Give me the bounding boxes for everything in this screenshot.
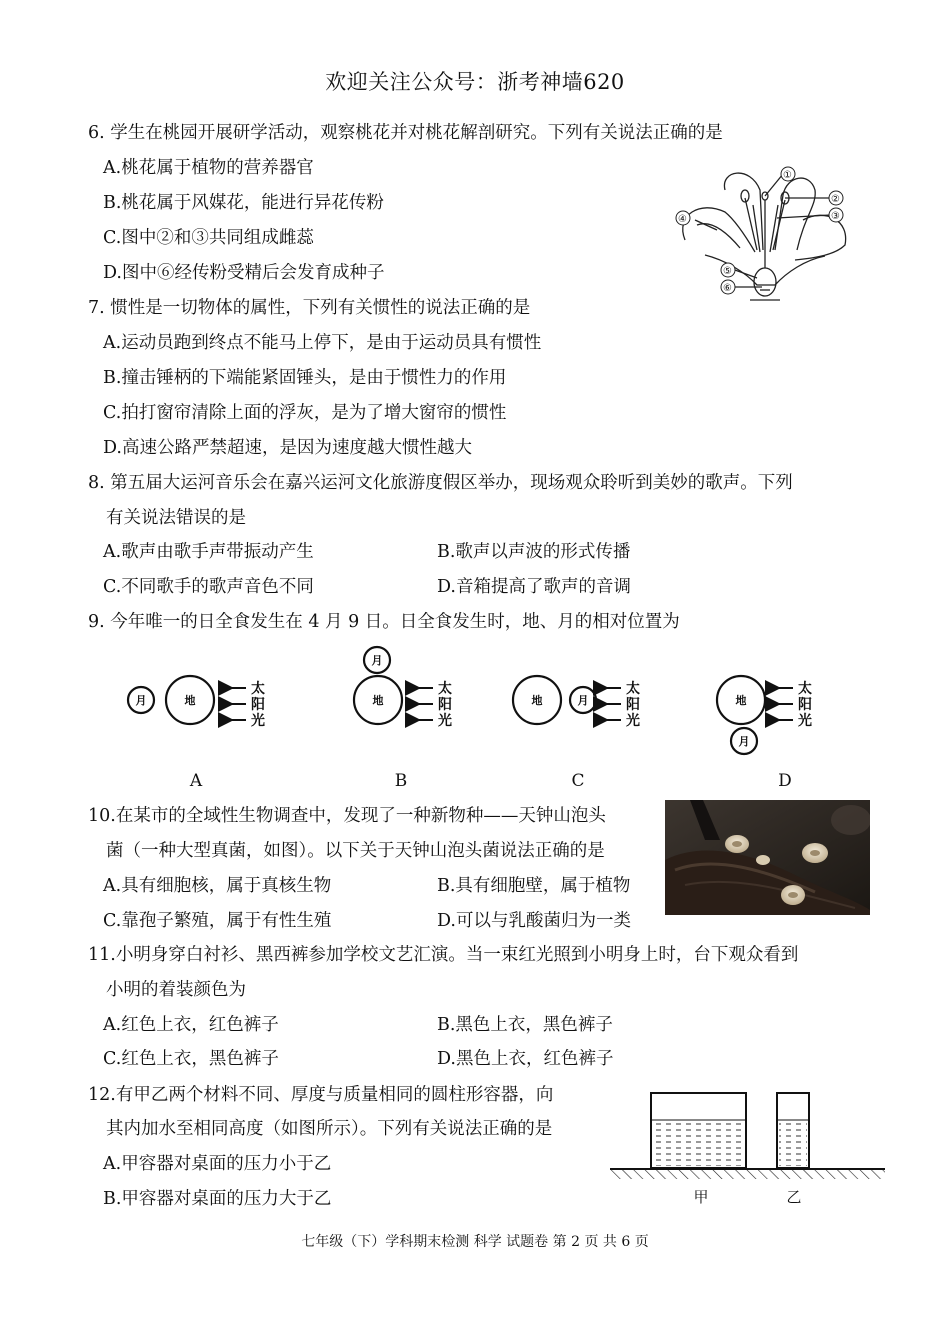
eclipse-position-diagrams (0, 640, 950, 770)
q6-option-a: A.桃花属于植物的营养器官 (103, 158, 314, 178)
q11-stem-line2: 小明的着装颜色为 (106, 980, 246, 1000)
q9-stem: 9. 今年唯一的日全食发生在 4 月 9 日。日全食发生时，地、月的相对位置为 (88, 612, 680, 632)
option-b-sun-1: 太 (438, 681, 452, 697)
q12-option-b: B.甲容器对桌面的压力大于乙 (103, 1189, 332, 1209)
option-d-moon-label: 月 (738, 735, 750, 748)
q11-stem-line1: 11.小明身穿白衬衫、黑西裤参加学校文艺汇演。当一束红光照到小明身上时，台下观众看到 (88, 945, 799, 965)
q6-option-d: D.图中⑥经传粉受精后会发育成种子 (103, 263, 385, 283)
q11-option-c: C.红色上衣，黑色裤子 (103, 1049, 279, 1069)
q9-caption-a: A (189, 771, 203, 791)
q8-option-b: B.歌声以声波的形式传播 (437, 542, 631, 562)
option-c-earth-label: 地 (531, 694, 543, 707)
q8-option-c: C.不同歌手的歌声音色不同 (103, 577, 314, 597)
q7-option-c: C.拍打窗帘清除上面的浮灰，是为了增大窗帘的惯性 (103, 403, 507, 423)
peach-flower-diagram (665, 160, 865, 305)
q7-option-b: B.撞击锤柄的下端能紧固锤头，是由于惯性力的作用 (103, 368, 507, 388)
option-a-sun-3: 光 (251, 713, 265, 729)
label-jia: 甲 (693, 1188, 709, 1206)
flower-label-3: ③ (831, 211, 840, 222)
q6-option-c: C.图中②和③共同组成雌蕊 (103, 228, 314, 248)
q8-stem-line2: 有关说法错误的是 (106, 508, 246, 528)
q7-option-a: A.运动员跑到终点不能马上停下，是由于运动员具有惯性 (103, 333, 542, 353)
option-b-moon-label: 月 (371, 654, 383, 667)
option-d-sun-3: 光 (798, 713, 812, 729)
q8-option-a: A.歌声由歌手声带振动产生 (103, 542, 314, 562)
flower-label-5: ⑤ (723, 266, 732, 277)
flower-label-2: ② (831, 194, 840, 205)
q7-stem: 7. 惯性是一切物体的属性，下列有关惯性的说法正确的是 (88, 298, 531, 318)
option-c-sun-1: 太 (626, 681, 640, 697)
option-b-earth-label: 地 (372, 694, 384, 707)
container-yi-water (779, 1120, 807, 1166)
option-d-earth-label: 地 (735, 694, 747, 707)
q10-option-a: A.具有细胞核，属于真核生物 (103, 876, 332, 896)
option-a-earth-label: 地 (184, 694, 196, 707)
q8-option-d: D.音箱提高了歌声的音调 (437, 577, 631, 597)
option-a-sun-2: 阳 (251, 697, 265, 713)
q9-caption-c: C (571, 771, 585, 791)
container-jia-water (653, 1120, 744, 1166)
q10-option-b: B.具有细胞壁，属于植物 (437, 876, 631, 896)
q11-option-a: A.红色上衣，红色裤子 (103, 1015, 279, 1035)
option-b-sun-3: 光 (438, 713, 452, 729)
flower-label-6: ⑥ (723, 283, 732, 294)
option-d-sun-2: 阳 (798, 697, 812, 713)
option-c-sun-3: 光 (626, 713, 640, 729)
option-a-moon-label: 月 (135, 694, 147, 707)
flower-label-4: ④ (678, 214, 687, 225)
fungus-photo (665, 800, 870, 915)
option-d-sun-1: 太 (798, 681, 812, 697)
q10-option-d: D.可以与乳酸菌归为一类 (437, 911, 631, 931)
page-footer: 七年级（下）学科期末检测 科学 试题卷 第 2 页 共 6 页 (301, 1234, 649, 1250)
q6-option-b: B.桃花属于风媒花，能进行异花传粉 (103, 193, 384, 213)
label-yi: 乙 (786, 1188, 802, 1206)
q8-stem-line1: 8. 第五届大运河音乐会在嘉兴运河文化旅游度假区举办，现场观众聆听到美妙的歌声。下列 (88, 473, 793, 493)
flower-label-1: ① (783, 170, 792, 181)
q7-option-d: D.高速公路严禁超速，是因为速度越大惯性越大 (103, 438, 472, 458)
option-a-sun-1: 太 (251, 681, 265, 697)
option-b-sun-2: 阳 (438, 697, 452, 713)
q9-caption-b: B (394, 771, 408, 791)
option-c-sun-2: 阳 (626, 697, 640, 713)
q9-caption-d: D (778, 771, 792, 791)
q11-option-d: D.黑色上衣，红色裤子 (437, 1049, 614, 1069)
q10-stem-line2: 菌（一种大型真菌，如图）。以下关于天钟山泡头菌说法正确的是 (106, 841, 605, 861)
q12-stem-line2: 其内加水至相同高度（如图所示）。下列有关说法正确的是 (106, 1119, 553, 1139)
q12-option-a: A.甲容器对桌面的压力小于乙 (103, 1154, 332, 1174)
containers-diagram (605, 1085, 890, 1210)
q6-stem: 6. 学生在桃园开展研学活动，观察桃花并对桃花解剖研究。下列有关说法正确的是 (88, 123, 723, 143)
q10-option-c: C.靠孢子繁殖，属于有性生殖 (103, 911, 332, 931)
q12-stem-line1: 12.有甲乙两个材料不同、厚度与质量相同的圆柱形容器，向 (88, 1085, 554, 1105)
q11-option-b: B.黑色上衣，黑色裤子 (437, 1015, 613, 1035)
page-header: 欢迎关注公众号：浙考神墙620 (325, 70, 625, 94)
option-c-moon-label: 月 (577, 694, 589, 707)
q10-stem-line1: 10.在某市的全域性生物调查中，发现了一种新物种——天钟山泡头 (88, 806, 606, 826)
